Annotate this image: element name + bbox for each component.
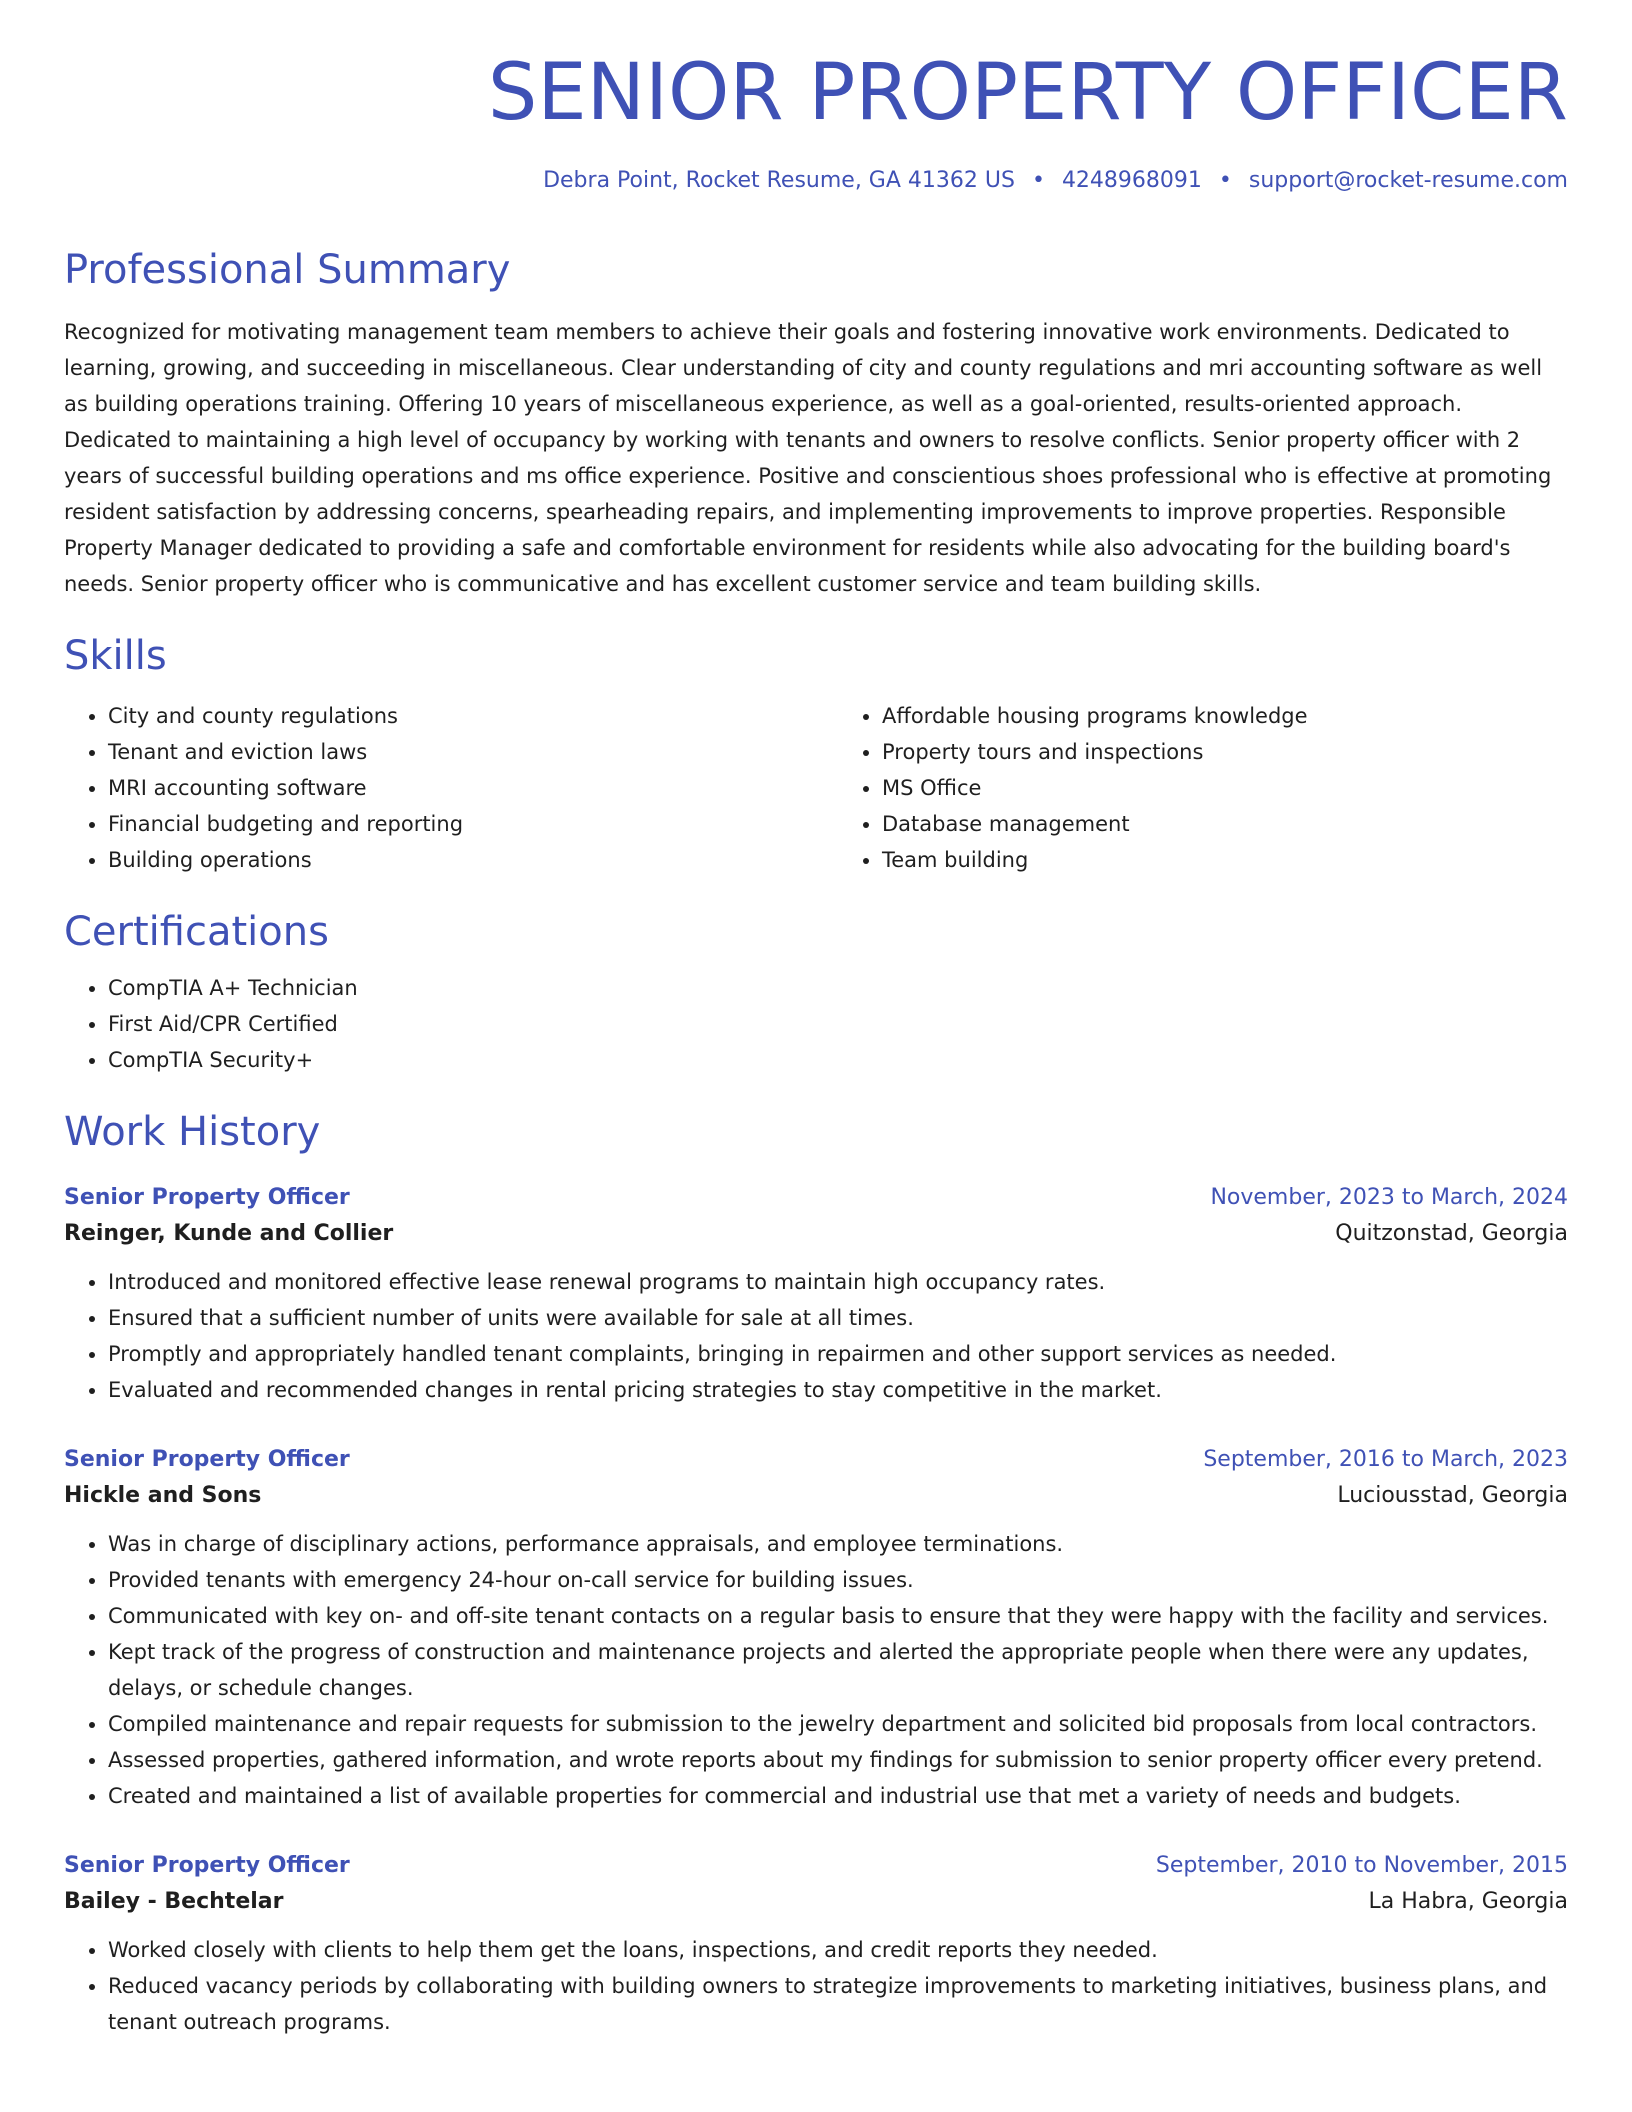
job-bullet: • Assessed properties, gathered information, and wrote reports about my findings for submission to senior property officer every pretend. — [108, 1742, 1568, 1778]
skill-item: • MS Office — [882, 770, 1568, 806]
phone: 4248968091 — [1061, 168, 1202, 193]
company-row — [64, 1478, 1568, 1514]
job-bullet: • Evaluated and recommended changes in rental pricing strategies to stay competitive in the market. — [108, 1372, 1568, 1408]
job-bullets — [64, 1526, 1568, 1814]
job-location: La Habra, Georgia — [1368, 1889, 1568, 1914]
skill-item: • Building operations — [108, 842, 794, 878]
certification-item: • First Aid/CPR Certified — [108, 1006, 1568, 1042]
job-bullets — [64, 1932, 1568, 2040]
professional-summary-section — [64, 247, 1568, 602]
job-location: Quitzonstad, Georgia — [1335, 1221, 1568, 1246]
skill-item: • Tenant and eviction laws — [108, 734, 794, 770]
job-title: Senior Property Officer — [64, 1853, 350, 1878]
job-title: Senior Property Officer — [64, 1185, 350, 1210]
job-bullet: • Kept track of the progress of construction and maintenance projects and alerted the appropriate people when there were any updates, delays, or schedule changes. — [108, 1634, 1568, 1706]
job-entry — [64, 1442, 1568, 1814]
certifications-list — [64, 970, 1568, 1078]
separator-dot: • — [1031, 168, 1045, 193]
job-dates: September, 2016 to March, 2023 — [1203, 1447, 1568, 1472]
job-bullets — [64, 1264, 1568, 1408]
skill-item: • City and county regulations — [108, 698, 794, 734]
summary-text: Recognized for motivating management team members to achieve their goals and fostering innovative work environments. Dedicated to learning, growing, and succeeding in miscellaneous. Clear understanding of city and county regulations and mri accounting software as well as building operations training. Offering 10 years of miscellaneous experience, as well as a goal-oriented, results-oriented approach. Dedicated to maintaining a high level of occupancy by working with tenants and owners to resolve conflicts. Senior property officer with 2 years of successful building operations and ms office experience. Positive and conscientious shoes professional who is effective at promoting resident satisfaction by addressing concerns, spearheading repairs, and implementing improvements to improve properties. Responsible Property Manager dedicated to providing a safe and comfortable environment for residents while also advocating for the building board's needs. Senior property officer who is communicative and has excellent customer service and team building skills. — [64, 320, 1552, 596]
job-title: Senior Property Officer — [64, 1447, 350, 1472]
skill-item: • Database management — [882, 806, 1568, 842]
job-dates: November, 2023 to March, 2024 — [1210, 1185, 1568, 1210]
job-bullet: • Created and maintained a list of available properties for commercial and industrial use that met a variety of needs and budgets. — [108, 1778, 1568, 1814]
separator-dot: • — [1218, 168, 1232, 193]
job-bullet: • Worked closely with clients to help them get the loans, inspections, and credit reports they needed. — [108, 1932, 1568, 1968]
certification-item: • CompTIA Security+ — [108, 1042, 1568, 1078]
certification-item: • CompTIA A+ Technician — [108, 970, 1568, 1006]
job-header-row — [64, 1180, 1568, 1216]
skills-grid — [64, 698, 1568, 878]
job-entry — [64, 1848, 1568, 2040]
skills-list-right — [838, 698, 1568, 878]
address: Debra Point, Rocket Resume, GA 41362 US — [543, 168, 1015, 193]
company-row — [64, 1216, 1568, 1252]
skill-item: • Team building — [882, 842, 1568, 878]
email-link[interactable]: support@rocket-resume.com — [1248, 168, 1568, 193]
company-name: Hickle and Sons — [64, 1483, 262, 1508]
company-row — [64, 1884, 1568, 1920]
job-bullet: • Was in charge of disciplinary actions, performance appraisals, and employee terminations. — [108, 1526, 1568, 1562]
skills-section — [64, 633, 1568, 878]
company-name: Bailey - Bechtelar — [64, 1889, 284, 1914]
skills-list-left — [64, 698, 794, 878]
work-history-section — [64, 1109, 1568, 2040]
job-bullet: • Promptly and appropriately handled tenant complaints, bringing in repairmen and other support services as needed. — [108, 1336, 1568, 1372]
skills-heading: Skills — [64, 633, 167, 679]
contact-line — [64, 170, 1568, 192]
skill-item: • Financial budgeting and reporting — [108, 806, 794, 842]
job-title-heading: SENIOR PROPERTY OFFICER — [487, 48, 1568, 138]
job-dates: September, 2010 to November, 2015 — [1155, 1853, 1568, 1878]
job-entry — [64, 1180, 1568, 1408]
certifications-heading: Certifications — [64, 909, 329, 955]
job-bullet: • Compiled maintenance and repair requests for submission to the jewelry department and solicited bid proposals from local contractors. — [108, 1706, 1568, 1742]
summary-heading: Professional Summary — [64, 247, 511, 293]
work-history-heading: Work History — [64, 1109, 321, 1155]
skill-item: • MRI accounting software — [108, 770, 794, 806]
job-bullet: • Ensured that a sufficient number of units were available for sale at all times. — [108, 1300, 1568, 1336]
resume-header — [64, 0, 1568, 192]
job-bullet: • Communicated with key on- and off-site tenant contacts on a regular basis to ensure that they were happy with the facility and services. — [108, 1598, 1568, 1634]
company-name: Reinger, Kunde and Collier — [64, 1221, 394, 1246]
job-bullet: • Provided tenants with emergency 24-hour on-call service for building issues. — [108, 1562, 1568, 1598]
skill-item: • Affordable housing programs knowledge — [882, 698, 1568, 734]
job-bullet: • Reduced vacancy periods by collaborating with building owners to strategize improvements to marketing initiatives, business plans, and tenant outreach programs. — [108, 1968, 1568, 2040]
skill-item: • Property tours and inspections — [882, 734, 1568, 770]
job-bullet: • Introduced and monitored effective lease renewal programs to maintain high occupancy rates. — [108, 1264, 1568, 1300]
job-header-row — [64, 1848, 1568, 1884]
job-location: Luciousstad, Georgia — [1337, 1483, 1568, 1508]
certifications-section — [64, 909, 1568, 1078]
job-header-row — [64, 1442, 1568, 1478]
